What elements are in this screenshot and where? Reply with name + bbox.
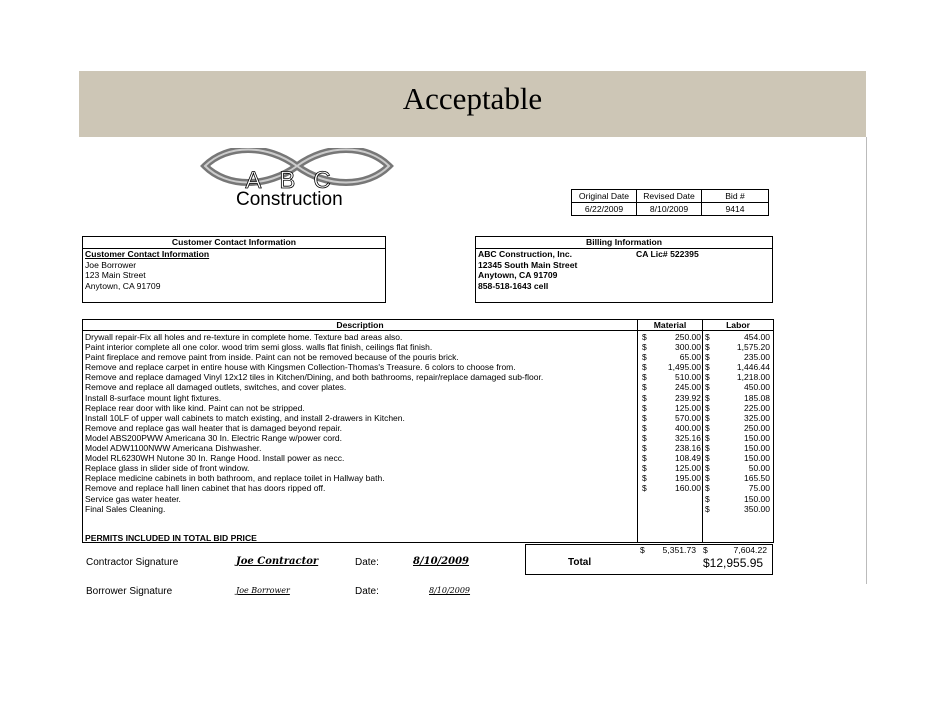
table-row [85,453,773,463]
title-banner [79,71,866,137]
currency-symbol: $ [642,483,647,494]
item-description: Remove and replace all damaged outlets, switches, and cover plates. [85,382,347,393]
borrower-date-label: Date: [355,586,379,597]
currency-symbol: $ [642,412,647,423]
billing-company: ABC Construction, Inc. [478,249,573,259]
material-header: Material [653,320,687,330]
item-description: Replace rear door with like kind. Paint can not be stripped. [85,402,305,413]
table-row [85,362,773,372]
customer-line: Joe Borrower [85,259,137,270]
customer-line: Customer Contact Information [85,249,210,259]
item-labor: 454.00 [744,332,770,342]
item-labor: 150.00 [744,493,770,504]
table-row [85,443,773,453]
currency-symbol: $ [705,402,710,413]
item-labor: 325.00 [744,412,770,423]
billing-line: 858-518-1643 cell [478,280,549,291]
table-row [85,433,773,443]
item-material: 65.00 [679,352,701,363]
item-material: 239.92 [675,392,701,403]
billing-line: 12345 South Main Street [478,259,578,270]
labor-total: 7,604.22 [733,545,767,555]
item-description: Remove and replace hall linen cabinet that has doors ripped off. [85,483,326,494]
currency-symbol: $ [705,392,710,403]
customer-contact-box [82,236,386,303]
item-material: 400.00 [675,422,701,433]
item-material: 160.00 [675,483,701,494]
customer-line: Anytown, CA 91709 [85,280,161,291]
item-labor: 1,575.20 [736,342,770,353]
currency-symbol: $ [642,382,647,393]
item-description: Paint fireplace and remove paint from inside. Paint can not be removed because of the pouris brick. [85,352,459,363]
item-rows [85,332,773,514]
currency-symbol: $ [705,473,710,484]
line-items-table [82,319,774,543]
item-description: Drywall repair-Fix all holes and re-texture in complete home. Texture bad areas also. [85,332,403,342]
description-header: Description [336,320,384,330]
table-row [85,413,773,423]
currency-symbol: $ [705,493,710,504]
currency-symbol: $ [705,342,710,353]
billing-heading: Billing Information [476,237,772,249]
currency-symbol: $ [705,463,710,474]
item-labor: 250.00 [744,422,770,433]
currency-symbol: $ [703,545,708,555]
currency-symbol: $ [642,432,647,443]
table-row [85,352,773,362]
currency-symbol: $ [642,352,647,363]
currency-symbol: $ [705,453,710,464]
table-row [85,494,773,504]
item-labor: 75.00 [748,483,770,494]
item-description: Model ADW1100NWW Americana Dishwasher. [85,443,262,454]
currency-symbol: $ [705,332,710,342]
labor-header: Labor [726,320,750,330]
item-description: Install 8-surface mount light fixtures. [85,392,222,403]
divider-line [866,137,867,584]
bid-number: 9414 [702,203,769,216]
item-labor: 150.00 [744,443,770,454]
item-labor: 165.50 [744,473,770,484]
customer-heading: Customer Contact Information [83,237,385,249]
item-material: 125.00 [675,402,701,413]
table-row [85,332,773,342]
item-material: 570.00 [675,412,701,423]
currency-symbol: $ [705,412,710,423]
currency-symbol: $ [642,463,647,474]
table-row [85,393,773,403]
item-material: 245.00 [675,382,701,393]
currency-symbol: $ [642,443,647,454]
item-description: Model RL6230WH Nutone 30 In. Range Hood. Install power as necc. [85,453,345,464]
customer-line: 123 Main Street [85,270,146,280]
item-labor: 185.08 [744,392,770,403]
item-material: 195.00 [675,473,701,484]
currency-symbol: $ [705,443,710,454]
item-labor: 350.00 [744,503,770,514]
header-divider [83,330,773,331]
grand-total: $12,955.95 [703,556,764,570]
contractor-date-label: Date: [355,557,379,568]
item-material: 510.00 [675,372,701,383]
license-number: CA Lic# 522395 [636,249,699,259]
item-description: Remove and replace carpet in entire house with Kingsmen Collection-Thomas's Treasure. 6 colors to choose from. [85,362,516,373]
currency-symbol: $ [705,372,710,383]
logo-letters: ABC [245,167,349,194]
table-row [85,504,773,514]
currency-symbol: $ [642,402,647,413]
item-labor: 150.00 [744,453,770,464]
item-labor: 235.00 [744,352,770,363]
currency-symbol: $ [705,382,710,393]
currency-symbol: $ [705,352,710,363]
currency-symbol: $ [642,473,647,484]
item-labor: 225.00 [744,402,770,413]
table-row [85,423,773,433]
currency-symbol: $ [642,362,647,373]
item-material: 125.00 [675,463,701,474]
revised-date-header: Revised Date [637,190,702,203]
currency-symbol: $ [705,432,710,443]
item-material: 1,495.00 [667,362,701,373]
currency-symbol: $ [640,545,645,555]
contractor-date: 8/10/2009 [413,556,470,567]
table-row [85,473,773,483]
item-labor: 1,218.00 [736,372,770,383]
currency-symbol: $ [642,422,647,433]
permits-note: PERMITS INCLUDED IN TOTAL BID PRICE [85,533,257,543]
currency-symbol: $ [642,392,647,403]
table-row [85,342,773,352]
currency-symbol: $ [642,372,647,383]
item-material: 108.49 [675,453,701,464]
borrower-signature: Joe Borrower [236,586,290,595]
borrower-signature-label: Borrower Signature [86,586,173,597]
item-labor: 50.00 [748,463,770,474]
original-date: 6/22/2009 [572,203,637,216]
table-row [85,403,773,413]
item-labor: 450.00 [744,382,770,393]
item-labor: 1,446.44 [736,362,770,373]
currency-symbol: $ [705,422,710,433]
currency-symbol: $ [642,342,647,353]
currency-symbol: $ [705,483,710,494]
item-description: Remove and replace damaged Vinyl 12x12 tiles in Kitchen/Dining, and both bathrooms, repair/replace damaged sub-floor. [85,372,544,383]
revised-date: 8/10/2009 [637,203,702,216]
bid-number-header: Bid # [702,190,769,203]
item-description: Service gas water heater. [85,493,181,504]
item-material: 250.00 [675,332,701,342]
slide-title: Acceptable [402,81,543,116]
table-row [85,382,773,392]
contractor-signature: Joe Contractor [236,556,319,567]
original-date-header: Original Date [572,190,637,203]
currency-symbol: $ [642,453,647,464]
billing-line: Anytown, CA 91709 [478,270,558,280]
currency-symbol: $ [642,332,647,342]
currency-symbol: $ [705,503,710,514]
billing-line [476,249,772,260]
table-row [85,463,773,473]
bid-info-table [571,189,769,216]
item-description: Paint interior complete all one color. wood trim semi gloss. walls flat finish, ceilings flat finish. [85,342,433,353]
borrower-date: 8/10/2009 [429,586,471,595]
company-name: Construction [236,189,343,210]
total-label: Total [568,557,592,568]
material-total: 5,351.73 [662,545,696,555]
item-description: Replace medicine cabinets in both bathroom, and replace toilet in Hallway bath. [85,473,385,484]
item-description: Model ABS200PWW Americana 30 In. Electric Range w/power cord. [85,432,343,443]
item-material: 238.16 [675,443,701,454]
item-labor: 150.00 [744,432,770,443]
item-description: Install 10LF of upper wall cabinets to match existing, and install 2-drawers in Kitchen. [85,412,405,423]
item-description: Remove and replace gas wall heater that is damaged beyond repair. [85,422,343,433]
table-row [85,372,773,382]
item-description: Final Sales Cleaning. [85,503,166,514]
table-row [85,483,773,493]
item-description: Replace glass in slider side of front window. [85,463,250,474]
item-material: 325.16 [675,432,701,443]
currency-symbol: $ [705,362,710,373]
item-material: 300.00 [675,342,701,353]
contractor-signature-label: Contractor Signature [86,557,179,568]
column-totals [640,545,768,556]
billing-info-box [475,236,773,303]
